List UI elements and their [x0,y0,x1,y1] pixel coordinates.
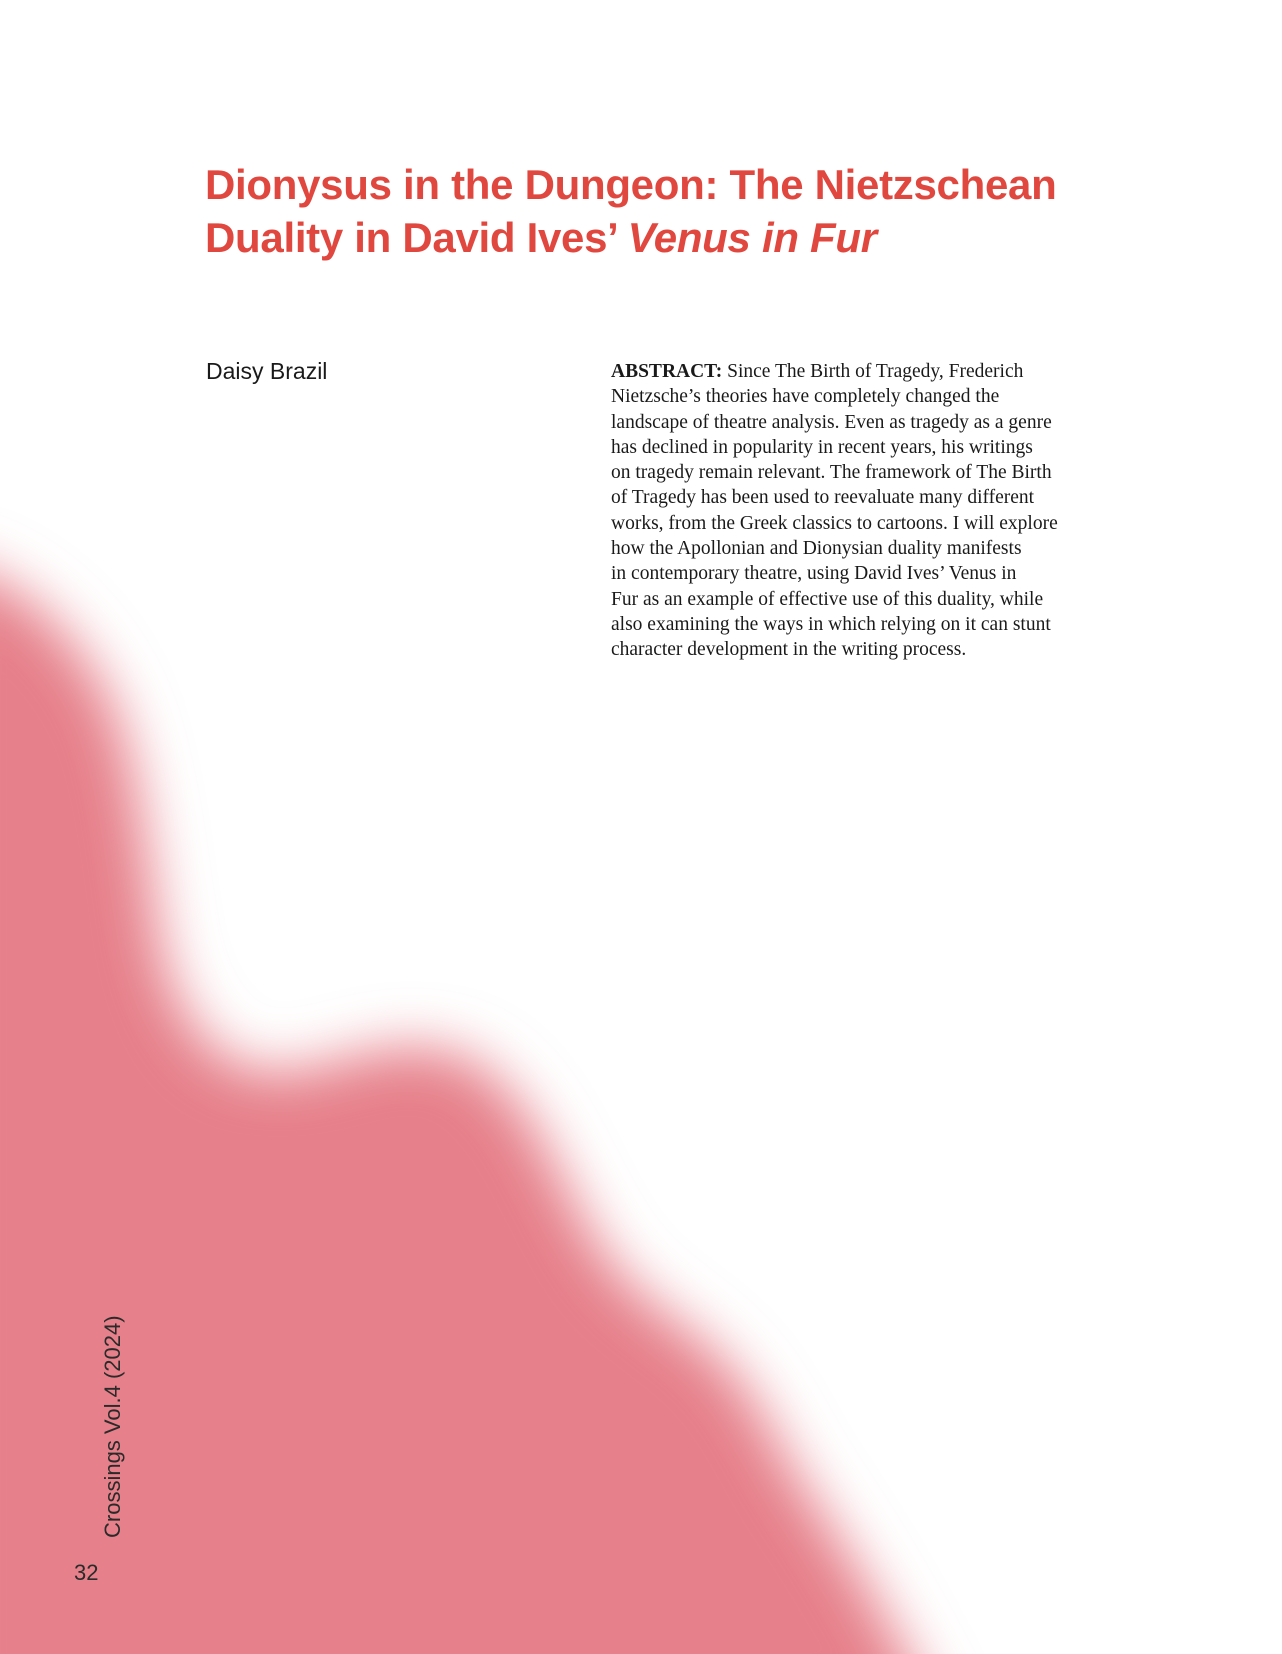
abstract-line: in contemporary theatre, using David Ives’ Venus in [611,563,1017,585]
article-title [205,158,1105,264]
pink-wave-shape [0,560,940,1654]
title-line-1: Dionysus in the Dungeon: The Nietzschean [205,161,1057,208]
abstract-line: character development in the writing process. [611,639,967,661]
title-play-name: Venus in Fur [627,214,877,261]
page-number: 32 [74,1560,99,1585]
abstract-line: Nietzsche’s theories have completely changed the [611,386,1000,408]
title-line-2-text: Duality in David Ives’ [205,214,628,261]
author-name: Daisy Brazil [206,358,328,384]
running-head: Crossings Vol.4 (2024) [100,1315,125,1538]
abstract-label: ABSTRACT: [611,361,723,382]
abstract-line: of Tragedy has been used to reevaluate many different [611,487,1035,509]
abstract-line: Fur as an example of effective use of this duality, while [611,588,1044,610]
abstract-line: on tragedy remain relevant. The framework of The Birth [611,462,1052,484]
abstract-line: also examining the ways in which relying on it can stunt [611,613,1051,635]
abstract [611,359,1071,663]
abstract-line: has declined in popularity in recent years, his writings [611,436,1033,458]
abstract-line: how the Apollonian and Dionysian duality manifests [611,538,1022,560]
abstract-line: landscape of theatre analysis. Even as tragedy as a genre [611,411,1052,433]
abstract-line: works, from the Greek classics to cartoons. I will explore [611,512,1058,534]
abstract-line-text: Since The Birth of Tragedy, Frederich [722,361,1024,382]
title-line-2 [205,211,1105,264]
abstract-line [611,359,1071,384]
